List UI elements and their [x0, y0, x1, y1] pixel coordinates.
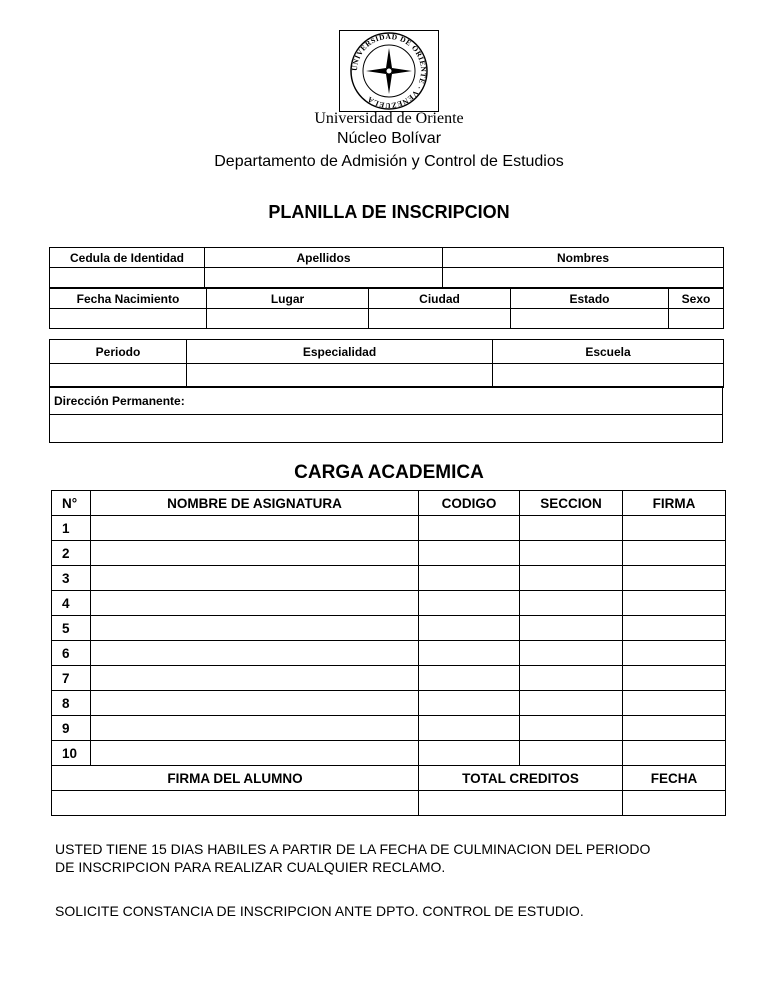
university-name: Universidad de Oriente — [314, 110, 464, 127]
subject-cell[interactable] — [91, 716, 419, 741]
table-row — [52, 566, 726, 591]
subject-cell[interactable] — [91, 691, 419, 716]
birth-date-label: Fecha Nacimiento — [50, 289, 207, 309]
sex-field[interactable] — [669, 309, 724, 329]
table-row — [52, 591, 726, 616]
signature-header: FIRMA — [623, 491, 726, 516]
certificate-note: SOLICITE CONSTANCIA DE INSCRIPCION ANTE DPTO. CONTROL DE ESTUDIO. — [55, 903, 584, 919]
address-label: Dirección Permanente: — [50, 387, 723, 415]
state-field[interactable] — [511, 309, 669, 329]
academic-load-table — [51, 490, 726, 816]
specialty-field[interactable] — [187, 364, 493, 388]
code-cell[interactable] — [419, 666, 520, 691]
row-number: 9 — [52, 716, 91, 741]
school-field[interactable] — [493, 364, 724, 388]
section-cell[interactable] — [520, 541, 623, 566]
academic-load-title: CARGA ACADEMICA — [294, 462, 484, 483]
city-label: Ciudad — [369, 289, 511, 309]
signature-cell[interactable] — [623, 591, 726, 616]
seal-lettering: UNIVERSIDAD DE ORIENTE · VENEZUELA — [349, 31, 429, 111]
section-cell[interactable] — [520, 616, 623, 641]
birth-place-label: Lugar — [207, 289, 369, 309]
table-row — [52, 716, 726, 741]
table-row — [52, 691, 726, 716]
subject-cell[interactable] — [91, 516, 419, 541]
table-row — [52, 541, 726, 566]
row-number: 4 — [52, 591, 91, 616]
date-field[interactable] — [623, 791, 726, 816]
row-number: 5 — [52, 616, 91, 641]
section-cell[interactable] — [520, 516, 623, 541]
sex-label: Sexo — [669, 289, 724, 309]
code-cell[interactable] — [419, 641, 520, 666]
section-cell[interactable] — [520, 641, 623, 666]
subject-cell[interactable] — [91, 616, 419, 641]
row-number: 1 — [52, 516, 91, 541]
id-card-label: Cedula de Identidad — [50, 248, 205, 268]
table-row — [52, 741, 726, 766]
student-signature-field[interactable] — [52, 791, 419, 816]
section-cell[interactable] — [520, 741, 623, 766]
subject-cell[interactable] — [91, 541, 419, 566]
code-cell[interactable] — [419, 566, 520, 591]
city-field[interactable] — [369, 309, 511, 329]
section-cell[interactable] — [520, 691, 623, 716]
table-row — [52, 641, 726, 666]
subject-cell[interactable] — [91, 741, 419, 766]
table-row — [52, 516, 726, 541]
signature-cell[interactable] — [623, 641, 726, 666]
signature-cell[interactable] — [623, 541, 726, 566]
subject-cell[interactable] — [91, 566, 419, 591]
period-table — [49, 339, 724, 388]
signature-cell[interactable] — [623, 741, 726, 766]
subject-cell[interactable] — [91, 641, 419, 666]
table-row — [52, 666, 726, 691]
code-cell[interactable] — [419, 691, 520, 716]
code-cell[interactable] — [419, 716, 520, 741]
period-label: Periodo — [50, 340, 187, 364]
names-label: Nombres — [443, 248, 724, 268]
period-field[interactable] — [50, 364, 187, 388]
birth-place-field[interactable] — [207, 309, 369, 329]
school-label: Escuela — [493, 340, 724, 364]
id-card-field[interactable] — [50, 268, 205, 288]
code-cell[interactable] — [419, 591, 520, 616]
identity-table — [49, 247, 724, 288]
department-name: Departamento de Admisión y Control de Estudios — [214, 153, 564, 170]
birth-table — [49, 288, 724, 329]
signature-cell[interactable] — [623, 516, 726, 541]
row-number: 10 — [52, 741, 91, 766]
surname-field[interactable] — [205, 268, 443, 288]
state-label: Estado — [511, 289, 669, 309]
nucleus-name: Núcleo Bolívar — [336, 130, 442, 147]
signature-cell[interactable] — [623, 616, 726, 641]
birth-date-field[interactable] — [50, 309, 207, 329]
form-title: PLANILLA DE INSCRIPCION — [268, 202, 510, 222]
code-cell[interactable] — [419, 516, 520, 541]
code-cell[interactable] — [419, 741, 520, 766]
row-number: 8 — [52, 691, 91, 716]
section-cell[interactable] — [520, 566, 623, 591]
signature-cell[interactable] — [623, 716, 726, 741]
total-credits-header: TOTAL CREDITOS — [419, 766, 623, 791]
deadline-note-line-2: DE INSCRIPCION PARA REALIZAR CUALQUIER RECLAMO. — [55, 859, 446, 875]
row-number: 2 — [52, 541, 91, 566]
table-row — [52, 616, 726, 641]
deadline-note-line-1: USTED TIENE 15 DIAS HABILES A PARTIR DE LA FECHA DE CULMINACION DEL PERIODO — [55, 841, 651, 857]
address-table — [49, 386, 723, 443]
code-cell[interactable] — [419, 616, 520, 641]
row-number: 7 — [52, 666, 91, 691]
row-number: 3 — [52, 566, 91, 591]
surname-label: Apellidos — [205, 248, 443, 268]
subject-cell[interactable] — [91, 666, 419, 691]
number-header: N° — [52, 491, 91, 516]
section-header: SECCION — [520, 491, 623, 516]
row-number: 6 — [52, 641, 91, 666]
signature-cell[interactable] — [623, 666, 726, 691]
signature-cell[interactable] — [623, 691, 726, 716]
date-header: FECHA — [623, 766, 726, 791]
section-cell[interactable] — [520, 666, 623, 691]
student-signature-header: FIRMA DEL ALUMNO — [52, 766, 419, 791]
code-cell[interactable] — [419, 541, 520, 566]
specialty-label: Especialidad — [187, 340, 493, 364]
subject-header: NOMBRE DE ASIGNATURA — [91, 491, 419, 516]
total-credits-field[interactable] — [419, 791, 623, 816]
signature-cell[interactable] — [623, 566, 726, 591]
subject-cell[interactable] — [91, 591, 419, 616]
address-field[interactable] — [50, 415, 723, 443]
section-cell[interactable] — [520, 591, 623, 616]
section-cell[interactable] — [520, 716, 623, 741]
names-field[interactable] — [443, 268, 724, 288]
university-seal — [339, 30, 439, 112]
code-header: CODIGO — [419, 491, 520, 516]
